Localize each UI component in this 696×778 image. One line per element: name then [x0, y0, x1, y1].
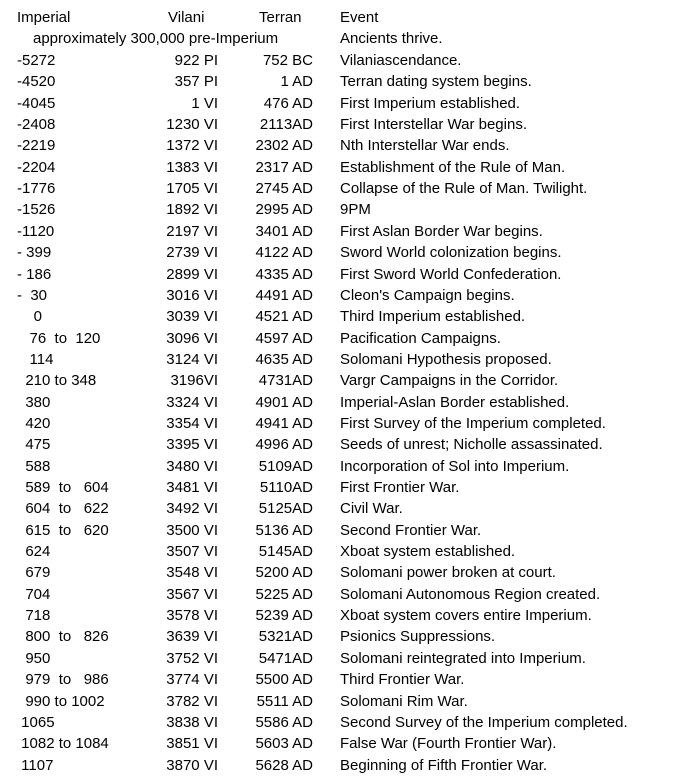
vilani-date: 3507 VI	[166, 543, 218, 561]
terran-date: 2317 AD	[255, 158, 313, 176]
imperial-date: 114	[17, 350, 54, 368]
imperial-date: 615 to 620	[17, 521, 109, 539]
table-row	[0, 691, 696, 712]
event-text: Xboat system established.	[340, 543, 516, 561]
event-text: Seeds of unrest; Nicholle assassinated.	[340, 436, 603, 454]
event-text: First Sword World Confederation.	[340, 265, 562, 283]
vilani-date: 922 PI	[174, 52, 218, 69]
table-row	[0, 562, 696, 583]
imperial-date: 475	[17, 436, 51, 454]
table-row	[0, 50, 696, 71]
imperial-date: 210 to 348	[17, 372, 97, 390]
terran-date: 5586 AD	[255, 713, 313, 731]
event-text: Psionics Suppressions.	[340, 628, 496, 646]
imperial-date: -1120	[17, 222, 55, 240]
header-event: Event	[340, 9, 379, 26]
imperial-date: 990 to 1002	[17, 692, 105, 710]
vilani-date: 1 VI	[191, 94, 218, 112]
event-text: Beginning of Fifth Frontier War.	[340, 756, 548, 774]
table-row	[0, 392, 696, 413]
approximate-date-text: approximately 300,000 pre-Imperium	[33, 30, 279, 47]
event-text: Cleon's Campaign begins.	[340, 286, 515, 304]
table-row	[0, 541, 696, 562]
vilani-date: 3481 VI	[166, 479, 218, 496]
terran-date: 5125AD	[258, 500, 313, 518]
event-text: Second Frontier War.	[340, 521, 482, 539]
vilani-date: 3500 VI	[166, 521, 218, 539]
vilani-date: 3124 VI	[166, 350, 218, 368]
event-text: Third Frontier War.	[340, 671, 465, 689]
imperial-date: 718	[17, 607, 51, 625]
vilani-date: 3782 VI	[166, 692, 218, 710]
terran-date: 3401 AD	[255, 222, 313, 240]
table-row	[0, 199, 696, 220]
terran-date: 4941 AD	[255, 414, 313, 432]
table-row	[0, 584, 696, 605]
table-row	[0, 221, 696, 242]
table-row	[0, 498, 696, 519]
first-event: Ancients thrive.	[340, 30, 443, 47]
terran-date: 2302 AD	[255, 137, 313, 155]
event-text: Nth Interstellar War ends.	[340, 137, 510, 155]
terran-date: 5628 AD	[255, 756, 313, 774]
table-row	[0, 285, 696, 306]
terran-date: 5603 AD	[255, 735, 313, 753]
event-text: Solomani power broken at court.	[340, 564, 556, 582]
terran-date: 5145AD	[258, 543, 313, 561]
terran-date: 752 BC	[262, 52, 313, 69]
vilani-date: 1372 VI	[166, 137, 218, 155]
vilani-date: 3851 VI	[166, 735, 218, 753]
event-text: First Survey of the Imperium completed.	[340, 414, 606, 432]
event-text: Xboat system covers entire Imperium.	[340, 607, 592, 625]
terran-date: 2995 AD	[255, 201, 313, 219]
imperial-date: -1526	[17, 201, 56, 219]
imperial-date: 76 to 120	[17, 329, 101, 347]
vilani-date: 357 PI	[174, 73, 218, 91]
terran-date: 4335 AD	[255, 265, 313, 283]
imperial-date: -4045	[17, 94, 56, 112]
vilani-date: 2899 VI	[166, 265, 218, 283]
vilani-date: 3774 VI	[166, 671, 218, 689]
vilani-date: 3324 VI	[166, 393, 218, 411]
imperial-date: -4520	[17, 73, 56, 91]
imperial-date: 1065	[17, 713, 55, 731]
imperial-date: 420	[17, 414, 51, 432]
table-row	[0, 242, 696, 263]
terran-date: 5200 AD	[255, 564, 313, 582]
terran-date: 5471AD	[258, 649, 313, 667]
vilani-date: 3096 VI	[166, 329, 218, 347]
vilani-date: 3480 VI	[166, 457, 218, 475]
table-row	[0, 328, 696, 349]
terran-date: 5136 AD	[255, 521, 313, 539]
terran-date: 4491 AD	[255, 286, 313, 304]
table-row	[0, 605, 696, 626]
event-text: Establishment of the Rule of Man.	[340, 158, 566, 176]
terran-date: 5110AD	[259, 479, 313, 496]
vilani-date: 1705 VI	[166, 180, 218, 198]
header-imperial: Imperial	[17, 9, 71, 26]
vilani-date: 3039 VI	[166, 308, 218, 326]
imperial-date: - 399	[17, 244, 52, 262]
imperial-date: 1107	[17, 756, 54, 774]
terran-date: 5321AD	[258, 628, 313, 646]
table-row	[0, 755, 696, 776]
event-text: First Aslan Border War begins.	[340, 222, 543, 240]
terran-date: 4731AD	[258, 372, 313, 390]
event-text: Solomani Hypothesis proposed.	[340, 350, 552, 368]
vilani-date: 2739 VI	[166, 244, 218, 262]
imperial-date: 704	[17, 585, 51, 603]
vilani-date: 3838 VI	[166, 713, 218, 731]
table-row	[0, 733, 696, 754]
terran-date: 476 AD	[263, 94, 313, 112]
imperial-date: 979 to 986	[17, 671, 109, 689]
event-text: False War (Fourth Frontier War).	[340, 735, 557, 753]
imperial-date: - 186	[17, 265, 52, 283]
table-row	[0, 114, 696, 135]
imperial-date: -2204	[17, 158, 56, 176]
imperial-date: 604 to 622	[17, 500, 109, 518]
terran-date: 1 AD	[280, 73, 313, 91]
imperial-date: 679	[17, 564, 51, 582]
imperial-date: -1776	[17, 180, 56, 198]
table-row	[0, 413, 696, 434]
vilani-date: 3578 VI	[166, 607, 218, 625]
terran-date: 2745 AD	[255, 180, 313, 198]
table-row	[0, 648, 696, 669]
table-row	[0, 477, 696, 498]
table-row	[0, 264, 696, 285]
vilani-date: 3354 VI	[166, 414, 218, 432]
table-row	[0, 157, 696, 178]
event-text: Third Imperium established.	[340, 308, 526, 326]
vilani-date: 1892 VI	[166, 201, 218, 219]
event-text: 9PM	[340, 201, 371, 219]
imperial-date: 0	[17, 308, 43, 326]
event-text: Second Survey of the Imperium completed.	[340, 713, 628, 731]
terran-date: 4635 AD	[255, 350, 313, 368]
imperial-date: 800 to 826	[17, 628, 109, 646]
vilani-date: 3870 VI	[166, 756, 218, 774]
event-text: Pacification Campaigns.	[340, 329, 501, 347]
event-text: Vilaniascendance.	[340, 52, 462, 69]
table-row	[0, 520, 696, 541]
table-row	[0, 349, 696, 370]
vilani-date: 3567 VI	[166, 585, 218, 603]
imperial-date: 588	[17, 457, 51, 475]
terran-date: 5239 AD	[255, 607, 313, 625]
vilani-date: 3548 VI	[166, 564, 218, 582]
imperial-date: 950	[17, 649, 51, 667]
terran-date: 5225 AD	[255, 585, 313, 603]
table-row	[0, 93, 696, 114]
imperial-date: 380	[17, 393, 51, 411]
terran-date: 4597 AD	[255, 329, 313, 347]
table-row	[0, 712, 696, 733]
event-text: Solomani Autonomous Region created.	[340, 585, 601, 603]
event-text: Collapse of the Rule of Man. Twilight.	[340, 180, 588, 198]
terran-date: 4901 AD	[255, 393, 313, 411]
terran-date: 5109AD	[258, 457, 313, 475]
table-row	[0, 434, 696, 455]
table-row	[0, 178, 696, 199]
table-row	[0, 135, 696, 156]
event-text: First Interstellar War begins.	[340, 116, 527, 134]
event-text: First Imperium established.	[340, 94, 521, 112]
table-row	[0, 669, 696, 690]
table-row	[0, 456, 696, 477]
vilani-date: 1383 VI	[166, 158, 218, 176]
terran-date: 4521 AD	[255, 308, 313, 326]
terran-date: 2113AD	[259, 116, 313, 134]
terran-date: 4122 AD	[255, 244, 313, 262]
imperial-date: 589 to 604	[17, 479, 109, 496]
header-vilani: Vilani	[168, 9, 205, 26]
table-row	[0, 370, 696, 391]
header-terran: Terran	[259, 9, 302, 26]
table-row	[0, 306, 696, 327]
event-text: Vargr Campaigns in the Corridor.	[340, 372, 559, 390]
vilani-date: 3196VI	[170, 372, 218, 390]
vilani-date: 3016 VI	[166, 286, 218, 304]
imperial-date: -2219	[17, 137, 56, 155]
event-text: Incorporation of Sol into Imperium.	[340, 457, 570, 475]
vilani-date: 3492 VI	[166, 500, 218, 518]
terran-date: 4996 AD	[255, 436, 313, 454]
vilani-date: 3752 VI	[166, 649, 218, 667]
table-row	[0, 626, 696, 647]
vilani-date: 1230 VI	[166, 116, 218, 134]
terran-date: 5500 AD	[255, 671, 313, 689]
imperial-date: -2408	[17, 116, 56, 134]
imperial-date: -5272	[17, 52, 56, 69]
event-text: Civil War.	[340, 500, 403, 518]
terran-date: 5511 AD	[256, 692, 313, 710]
event-text: Sword World colonization begins.	[340, 244, 562, 262]
event-text: Solomani Rim War.	[340, 692, 468, 710]
event-text: First Frontier War.	[340, 479, 460, 496]
vilani-date: 3639 VI	[166, 628, 218, 646]
event-text: Solomani reintegrated into Imperium.	[340, 649, 586, 667]
imperial-date: 624	[17, 543, 51, 561]
event-text: Terran dating system begins.	[340, 73, 532, 91]
vilani-date: 2197 VI	[166, 222, 218, 240]
imperial-date: 1082 to 1084	[17, 735, 109, 753]
imperial-date: - 30	[17, 286, 48, 304]
table-row	[0, 71, 696, 92]
event-text: Imperial-Aslan Border established.	[340, 393, 570, 411]
vilani-date: 3395 VI	[166, 436, 218, 454]
